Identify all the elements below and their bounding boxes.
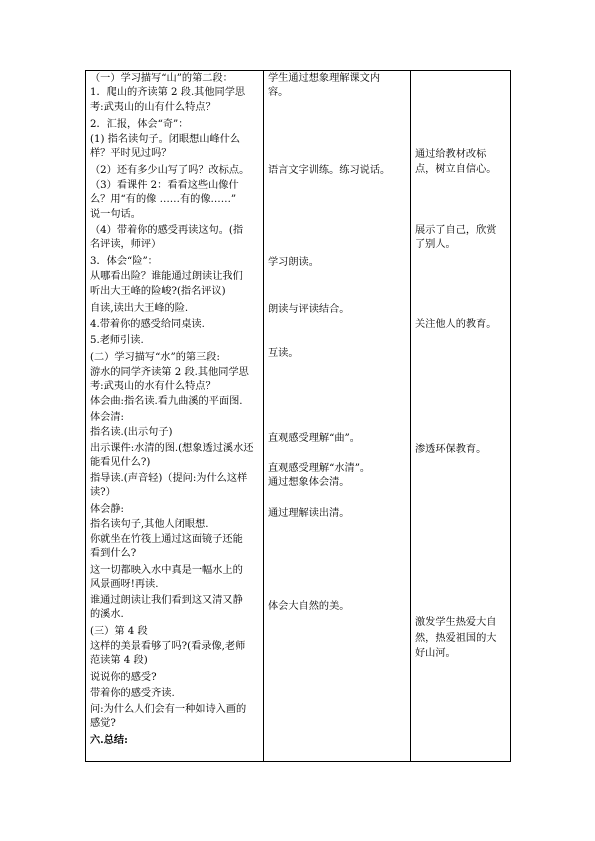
process-line: 考:武夷山的水有什么特点？ (90, 381, 216, 392)
process-line: 3．体会“险”： (90, 256, 158, 267)
process-line: 谁通过朗读让我们看到这又清又静 (90, 595, 243, 606)
teaching-process-column (86, 71, 264, 762)
lesson-plan-table (85, 70, 511, 762)
process-line: 指名读句子,其他人闭眼想. (90, 519, 209, 530)
intent-line: 容。 (268, 87, 289, 98)
process-line: 的溪水. (90, 609, 124, 620)
process-line: 出示课件:水清的图.(想象透过溪水还 (90, 443, 254, 454)
process-line: 体会曲:指名读.看九曲溪的平面图. (90, 396, 243, 407)
process-line: 感觉? (90, 718, 116, 729)
process-line: 听出大王峰的险峻?(指名评议) (90, 286, 226, 297)
process-line: 样？平时见过吗？ (90, 148, 172, 159)
table-row (86, 71, 511, 762)
note-line: 关注他人的教育。 (415, 319, 497, 330)
intent-line: 通过想象体会清。 (268, 477, 350, 488)
process-line: 范读第 4 段) (90, 655, 148, 666)
process-line: 从哪看出险？谁能通过朗读让我们 (90, 271, 243, 282)
process-line: 体会静: (90, 504, 124, 515)
process-line: 带着你的感受齐读. (90, 688, 175, 699)
process-line: （一）学习描写“山”的第二段： (90, 73, 233, 84)
intent-line: 直观感受理解“水清”。 (268, 463, 371, 474)
process-line: 么？用“有的像 ……有的像……” (90, 194, 237, 205)
process-line: 说说你的感受? (90, 672, 157, 683)
process-line: 看到什么? (90, 548, 137, 559)
process-line: （4）带着你的感受再读这句。(指 (90, 225, 244, 236)
process-line: 考:武夷山的山有什么特点？ (90, 102, 216, 113)
process-line: 问:为什么人们会有一种如诗入画的 (90, 704, 247, 715)
intent-line: 学习朗读。 (268, 257, 319, 268)
note-line: 激发学生热爱大自 (415, 617, 497, 628)
intent-line: 学生通过想象理解课文内 (268, 73, 381, 84)
process-line: 这样的美景看够了吗?(看录像,老师 (90, 641, 246, 652)
process-line: 自读,读出大王峰的险. (90, 303, 189, 314)
intent-line: 语言文字训练。练习说话。 (268, 165, 391, 176)
process-line: （2）还有多少山写了吗？改标点。 (90, 165, 250, 176)
education-note-column (411, 71, 511, 762)
intent-line: 体会大自然的美。 (268, 601, 350, 612)
process-line: (1) 指名读句子。闭眼想山峰什么 (90, 134, 241, 145)
process-line: 六.总结: (90, 734, 128, 746)
process-line: 5.老师引读. (90, 335, 144, 346)
intent-line: 朗读与评读结合。 (268, 304, 350, 315)
process-line: 说一句话。 (90, 209, 141, 220)
note-line: 展示了自己，欣赏 (415, 225, 497, 236)
note-line: 通过给教材改标 (415, 149, 487, 160)
process-line: 指导读.(声音轻)（提问:为什么这样 (90, 473, 248, 484)
process-line: 这一切都映入水中真是一幅水上的 (90, 565, 243, 576)
process-line: 读?） (90, 487, 116, 498)
intent-line: 通过理解读出清。 (268, 508, 350, 519)
note-line: 然，热爱祖国的大 (415, 633, 497, 644)
process-line: (二）学习描写“水”的第三段: (90, 352, 220, 363)
process-line: 4.带着你的感受给同桌读. (90, 319, 205, 330)
intent-line: 直观感受理解“曲”。 (268, 433, 360, 444)
note-line: 点，树立自信心。 (415, 164, 497, 175)
design-intent-column (264, 71, 411, 762)
process-line: 2．汇报，体会“奇”： (90, 119, 189, 130)
process-line: 能看见什么?) (90, 457, 151, 468)
note-line: 好山河。 (415, 648, 456, 659)
process-line: 1．爬山的齐读第 2 段.其他同学思 (90, 87, 246, 98)
note-line: 渗透环保教育。 (415, 444, 487, 455)
note-line: 了别人。 (415, 239, 456, 250)
intent-line: 互读。 (268, 348, 299, 359)
process-line: 风景画呀!再读. (90, 579, 159, 590)
process-line: 名评读，师评） (90, 239, 162, 250)
process-line: 体会清: (90, 412, 124, 423)
process-line: 指名读.(出示句子) (90, 427, 173, 438)
process-line: 你就坐在竹筏上通过这面镜子还能 (90, 534, 243, 545)
process-line: (三）第 4 段 (90, 626, 148, 637)
process-line: （3）看课件 2：看看这些山像什 (90, 180, 239, 191)
process-line: 游水的同学齐读第 2 段.其他同学思 (90, 367, 249, 378)
